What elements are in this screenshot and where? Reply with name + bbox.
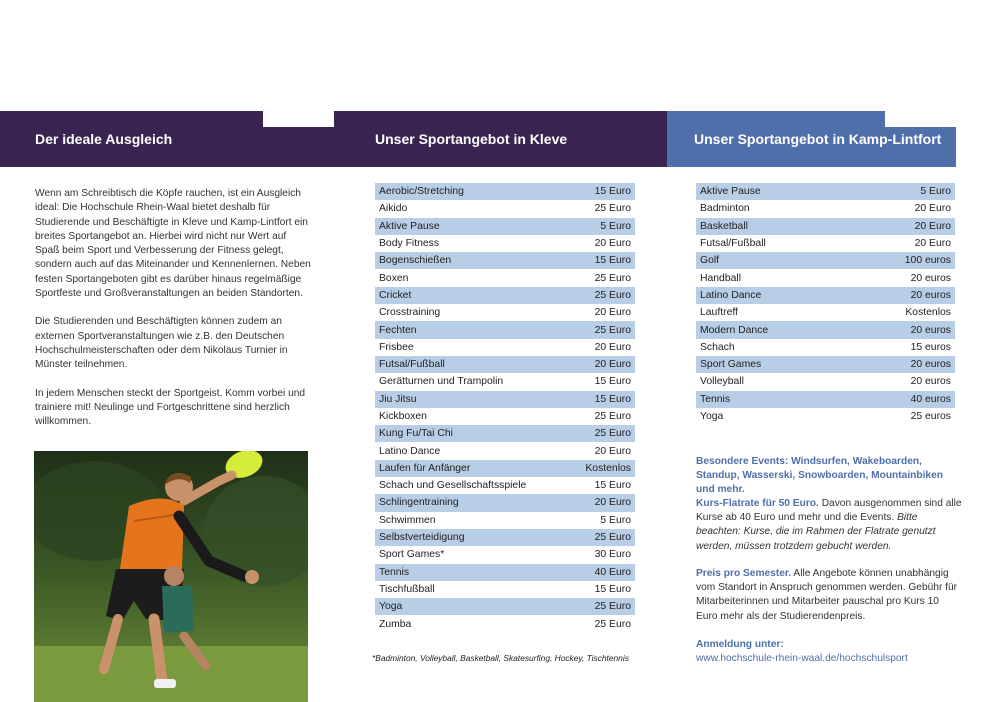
sport-price: 20 euros	[910, 324, 951, 336]
table-row	[375, 287, 635, 304]
sport-price: 15 euros	[910, 341, 951, 353]
table-row	[696, 408, 955, 425]
sport-name: Yoga	[700, 411, 724, 422]
table-row	[696, 235, 955, 252]
kleve-sports-table	[375, 183, 635, 633]
sport-price: 25 Euro	[594, 532, 631, 544]
sport-name: Kickboxen	[379, 411, 427, 422]
intro-text	[35, 187, 311, 443]
sport-price: 25 Euro	[594, 411, 631, 422]
sport-price: 25 Euro	[594, 203, 631, 215]
flatrate-text	[696, 497, 962, 554]
sport-name: Latino Dance	[700, 289, 762, 301]
sport-price: 5 Euro	[600, 514, 631, 526]
sport-name: Selbstverteidigung	[379, 532, 465, 544]
sport-name: Tischfußball	[379, 583, 435, 595]
table-row	[696, 252, 955, 269]
sport-price: 20 Euro	[594, 238, 631, 250]
sport-name: Frisbee	[379, 341, 414, 353]
sport-price: 5 Euro	[600, 220, 631, 232]
table-row	[375, 546, 635, 563]
flatrate-note: Bitte beachten: Kurse, die im Rahmen der Flatrate genutzt werden, müssen trotzdem gebucht werden.	[696, 512, 936, 552]
header-right-title: Unser Sportangebot in Kamp-Lintfort	[694, 131, 942, 147]
sport-price: 25 euros	[910, 411, 951, 422]
intro-paragraph: Die Studierenden und Beschäftigten können zudem an externen Sportveranstaltungen wie z.B. den Deutschen Hochschulmeisterschaften oder dem Nikolaus Turnier in Münster teilnehmen.	[35, 316, 288, 371]
table-row	[375, 252, 635, 269]
table-row	[375, 598, 635, 615]
sport-name: Jiu Jitsu	[379, 393, 417, 405]
sport-name: Cricket	[379, 289, 412, 301]
table-row	[375, 512, 635, 529]
intro-paragraph: Wenn am Schreibtisch die Köpfe rauchen, ist ein Ausgleich ideal: Die Hochschule Rhein-Waal bietet deshalb für Studierende und Beschäftigte in Kleve und Kamp-Lintfort ein breites Sportangebot an. Hierbei wird nicht nur Wert auf Spaß beim Sport und Verbesserung der Fitness gelegt, sondern auch auf das Miteinander und Kennenlernen. Neben festen Sportangeboten gibt es darüber hinaus regelmäßige Sportfeste und Großveranstaltungen an beiden Standorten.	[35, 188, 311, 300]
sport-price: 30 Euro	[594, 549, 631, 561]
table-row	[696, 218, 955, 235]
header-kleve	[334, 111, 667, 167]
table-row	[375, 321, 635, 338]
header-notch	[263, 111, 334, 127]
sport-price: 20 Euro	[594, 497, 631, 509]
table-row	[375, 615, 635, 632]
sport-price: 100 euros	[904, 255, 951, 267]
sport-name: Volleyball	[700, 376, 744, 388]
sport-name: Badminton	[700, 203, 750, 215]
sport-price: 40 euros	[910, 393, 951, 405]
sport-price: 15 Euro	[594, 255, 631, 267]
table-row	[696, 356, 955, 373]
sport-price: 15 Euro	[594, 186, 631, 198]
sport-name: Laufen für Anfänger	[379, 462, 471, 474]
sport-name: Body Fitness	[379, 238, 440, 250]
sport-name: Sport Games	[700, 359, 762, 371]
sport-name: Tennis	[700, 393, 731, 405]
table-row	[375, 304, 635, 321]
sport-price: 20 Euro	[594, 445, 631, 457]
sport-name: Tennis	[379, 566, 410, 578]
table-row	[375, 235, 635, 252]
table-row	[375, 356, 635, 373]
sport-price: 15 Euro	[594, 393, 631, 405]
sport-price: 20 euros	[910, 289, 951, 301]
sport-price: 20 Euro	[594, 307, 631, 319]
sport-name: Boxen	[379, 272, 409, 284]
sport-price: 20 Euro	[914, 220, 951, 232]
table-row	[375, 339, 635, 356]
table-row	[375, 477, 635, 494]
table-row	[375, 391, 635, 408]
registration-link[interactable]: www.hochschule-rhein-waal.de/hochschulsport	[696, 653, 908, 665]
semester-price-text	[696, 567, 962, 624]
sport-price: 15 Euro	[594, 376, 631, 388]
table-row	[696, 183, 955, 200]
header-middle-title: Unser Sportangebot in Kleve	[375, 131, 568, 147]
sport-name: Handball	[700, 272, 742, 284]
frisbee-players-illustration	[34, 451, 308, 702]
sport-price: 20 euros	[910, 376, 951, 388]
sport-name: Schwimmen	[379, 514, 436, 526]
table-row	[375, 460, 635, 477]
sport-name: Schach	[700, 341, 735, 353]
table-row	[696, 391, 955, 408]
sport-name: Modern Dance	[700, 324, 769, 336]
sport-name: Futsal/Fußball	[700, 238, 766, 250]
frisbee-photo	[34, 451, 308, 702]
sport-name: Aktive Pause	[700, 186, 761, 198]
sport-price: 20 euros	[910, 272, 951, 284]
table-row	[375, 408, 635, 425]
sport-name: Latino Dance	[379, 445, 441, 457]
sport-price: 25 Euro	[594, 618, 631, 630]
sport-name: Fechten	[379, 324, 417, 336]
sport-name: Aerobic/Stretching	[379, 186, 464, 198]
sport-name: Futsal/Fußball	[379, 359, 445, 371]
sport-name: Golf	[700, 255, 720, 267]
sport-price: 20 Euro	[914, 203, 951, 215]
table-row	[375, 564, 635, 581]
sport-price: 25 Euro	[594, 324, 631, 336]
sport-price: Kostenlos	[905, 307, 951, 319]
sport-name: Basketball	[700, 220, 748, 232]
table-row	[696, 339, 955, 356]
sport-name: Schlingentraining	[379, 497, 459, 509]
table-row	[375, 200, 635, 217]
sport-price: 25 Euro	[594, 272, 631, 284]
table-row	[696, 373, 955, 390]
sport-price: 25 Euro	[594, 428, 631, 440]
header-notch	[885, 111, 956, 127]
table-row	[696, 200, 955, 217]
table-row	[375, 269, 635, 286]
registration-block	[696, 638, 962, 666]
sport-name: Yoga	[379, 601, 403, 613]
sport-price: 25 Euro	[594, 601, 631, 613]
table-row	[696, 287, 955, 304]
kamp-lintfort-sports-table	[696, 183, 955, 425]
table-row	[375, 183, 635, 200]
table-row	[375, 373, 635, 390]
sport-price: Kostenlos	[585, 462, 631, 474]
price-description: Alle Angebote können unabhängig vom Standort in Anspruch genommen werden. Gebühr für Mitarbeiterinnen und Mitarbeiter pauschal pro Kurs 10 Euro mehr als der Studierendenpreis.	[696, 568, 958, 622]
sport-name: Lauftreff	[700, 307, 738, 319]
sport-price: 20 Euro	[914, 238, 951, 250]
sport-name: Crosstraining	[379, 307, 441, 319]
table-row	[696, 304, 955, 321]
table-row	[375, 581, 635, 598]
sport-price: 5 Euro	[920, 186, 951, 198]
sport-price: 20 Euro	[594, 341, 631, 353]
sport-name: Kung Fu/Tai Chi	[379, 428, 453, 440]
table-row	[375, 425, 635, 442]
flatrate-description: Davon ausgenommen sind alle Kurse ab 40 Euro und mehr und die Events.	[696, 498, 962, 524]
footnote: *Badminton, Volleyball, Basketball, Skatesurfing, Hockey, Tischtennis	[372, 653, 629, 663]
table-row	[696, 269, 955, 286]
sport-name: Aktive Pause	[379, 220, 440, 232]
sport-name: Schach und Gesellschaftsspiele	[379, 480, 527, 492]
sport-name: Sport Games*	[379, 549, 445, 561]
special-events-text: Besondere Events: Windsurfen, Wakeboarden, Standup, Wasserski, Snowboarden, Mountainbiken und mehr.	[696, 456, 943, 496]
sport-name: Gerätturnen und Trampolin	[379, 376, 504, 388]
flatrate-title: Kurs-Flatrate für 50 Euro.	[696, 498, 819, 509]
sport-price: 20 Euro	[594, 359, 631, 371]
table-row	[375, 442, 635, 459]
table-row	[375, 218, 635, 235]
sport-name: Zumba	[379, 618, 412, 630]
table-row	[375, 529, 635, 546]
sport-price: 15 Euro	[594, 583, 631, 595]
table-row	[696, 321, 955, 338]
sport-price: 25 Euro	[594, 289, 631, 301]
price-title: Preis pro Semester.	[696, 568, 792, 579]
sport-price: 40 Euro	[594, 566, 631, 578]
table-row	[375, 494, 635, 511]
sport-price: 20 euros	[910, 359, 951, 371]
header-left-title: Der ideale Ausgleich	[35, 131, 173, 147]
sport-name: Bogenschießen	[379, 255, 452, 267]
sport-price: 15 Euro	[594, 480, 631, 492]
registration-label: Anmeldung unter:	[696, 639, 784, 650]
sport-name: Aikido	[379, 203, 408, 215]
intro-paragraph: In jedem Menschen steckt der Sportgeist. Komm vorbei und trainiere mit! Neulinge und Fortgeschrittene sind herzlich willkommen.	[35, 387, 306, 428]
